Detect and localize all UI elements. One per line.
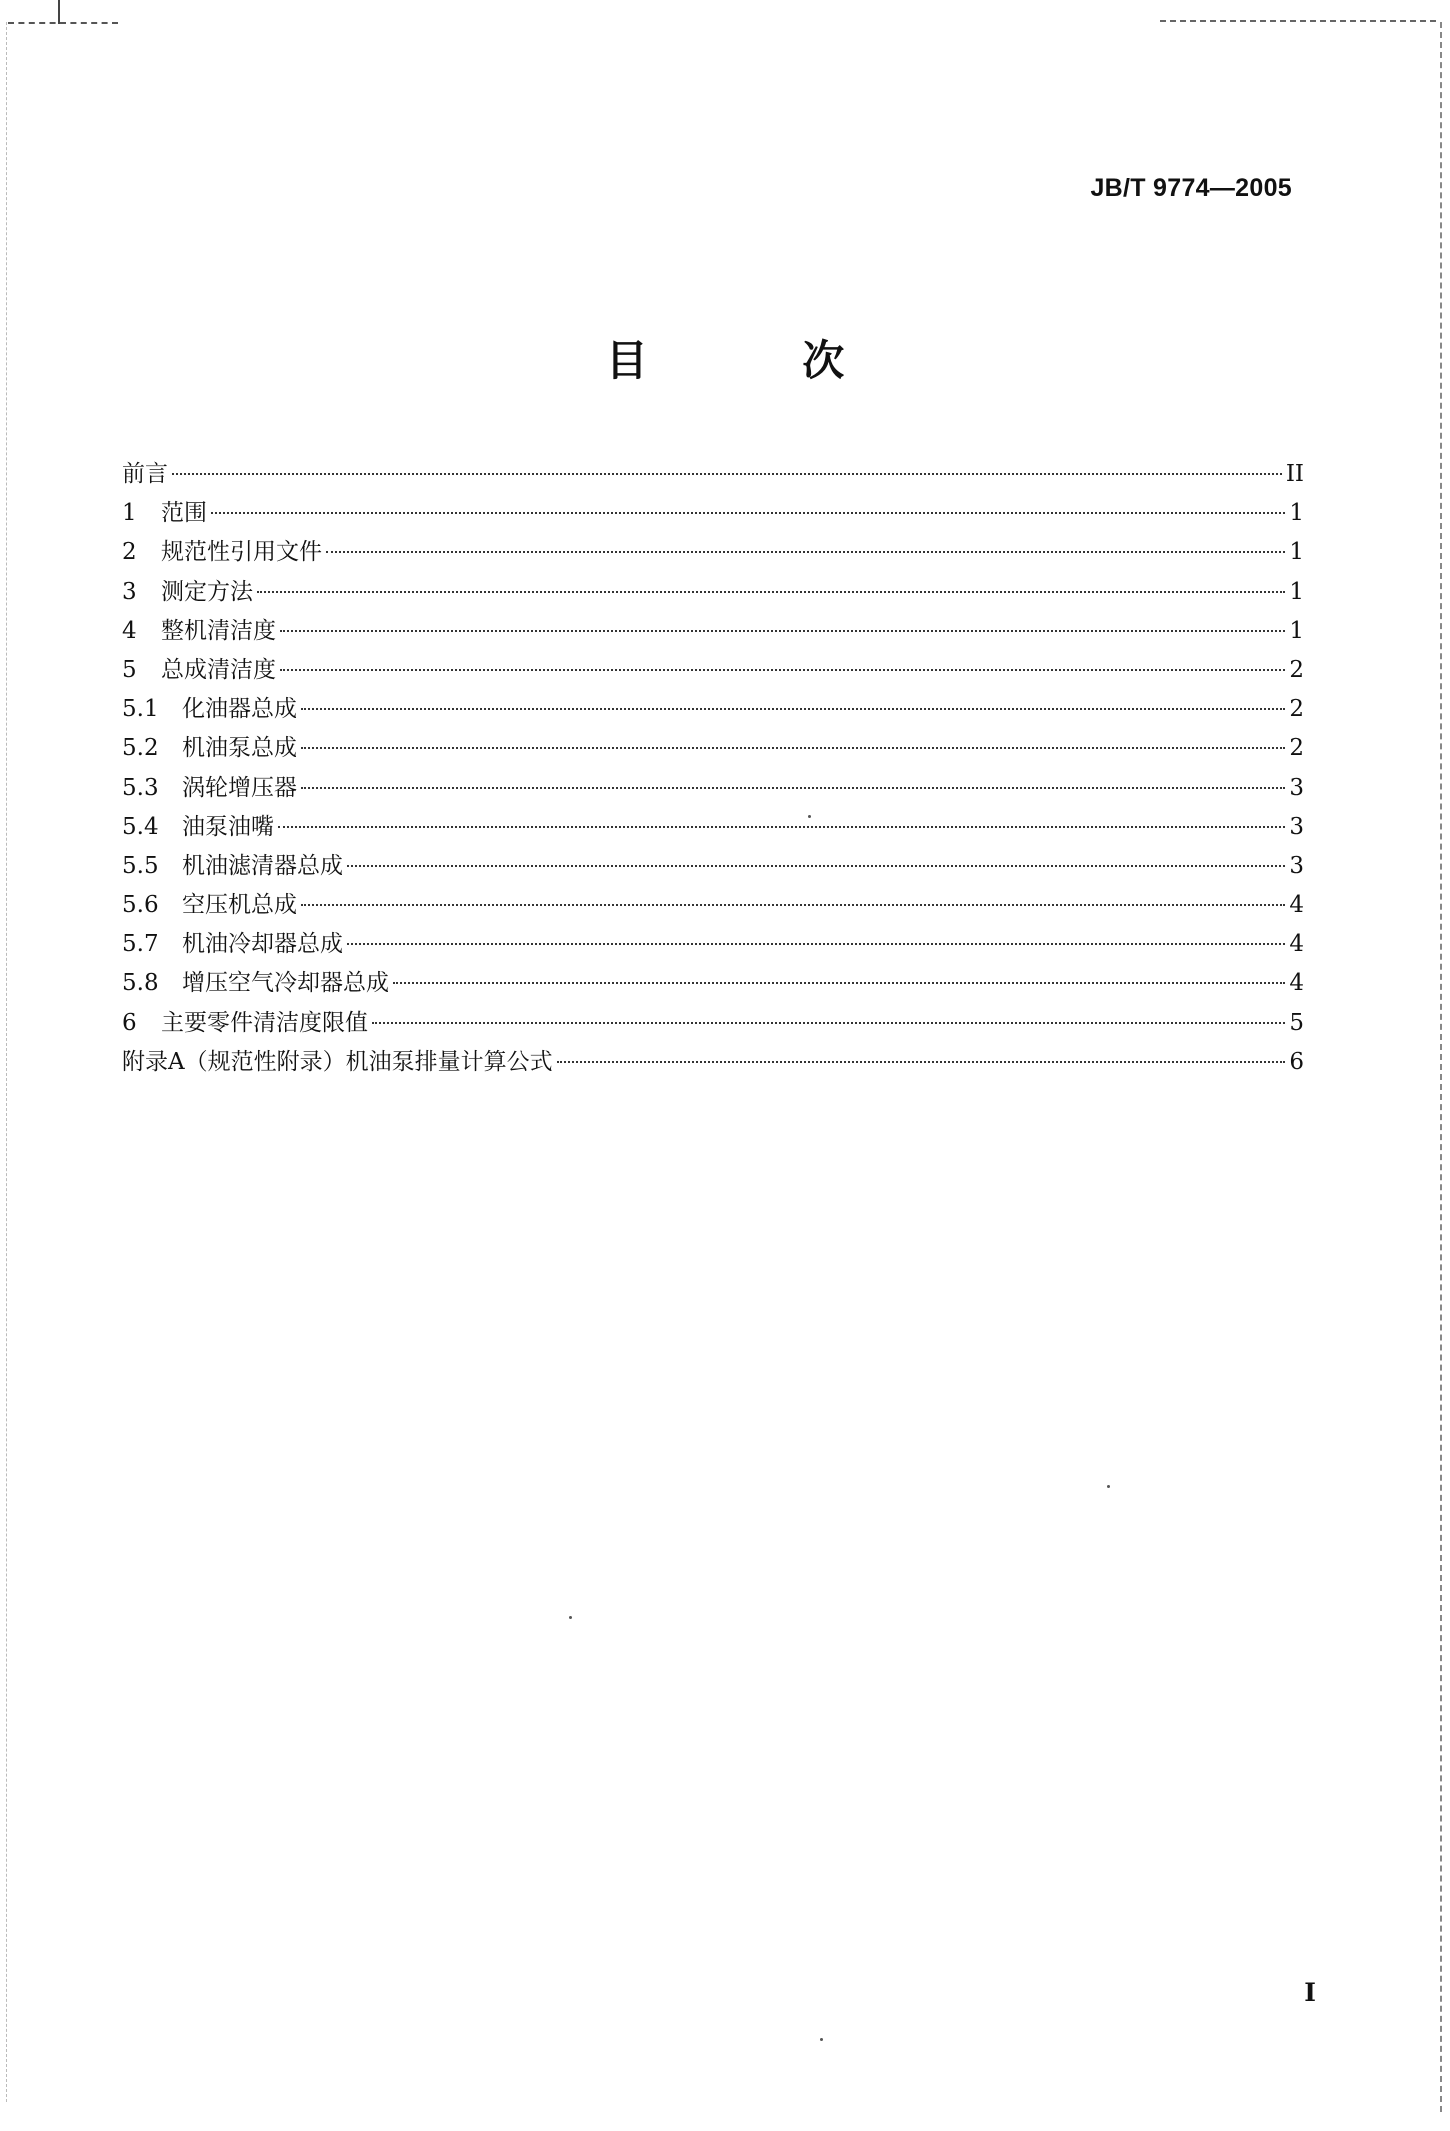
toc-entry-label: 主要零件清洁度限值 <box>161 1009 368 1036</box>
dot-leader <box>326 551 1285 553</box>
toc-entry-number: 5.7 <box>122 931 159 958</box>
toc-entry-page: 1 <box>1289 500 1304 527</box>
dot-leader <box>557 1061 1286 1063</box>
dot-leader <box>301 904 1285 906</box>
toc-entry-number: 2 <box>122 539 137 566</box>
toc-entry-number: 5.2 <box>122 735 159 762</box>
toc-entry[interactable] <box>122 690 1304 729</box>
toc-entry-page: II <box>1285 461 1304 487</box>
dot-leader <box>172 473 1282 475</box>
dot-leader <box>280 630 1285 632</box>
toc-entry-label: 机油泵总成 <box>182 735 297 762</box>
toc-entry[interactable] <box>122 1043 1304 1082</box>
toc-entry-page: 3 <box>1289 852 1304 879</box>
table-of-contents <box>122 455 1304 1082</box>
toc-entry-number: 3 <box>122 578 137 605</box>
toc-entry-number: 5.6 <box>122 892 159 919</box>
toc-entry-number: 6 <box>122 1009 137 1036</box>
toc-entry[interactable] <box>122 847 1304 886</box>
scan-border-top-left <box>8 22 118 24</box>
toc-entry[interactable] <box>122 651 1304 690</box>
toc-entry-number: 5.4 <box>122 813 159 840</box>
scan-speck <box>569 1616 572 1619</box>
toc-entry-label: 规范性引用文件 <box>161 539 322 566</box>
toc-entry-label: 前言 <box>122 461 168 487</box>
toc-entry-page: 4 <box>1289 892 1304 919</box>
toc-entry-label: 总成清洁度 <box>161 656 276 683</box>
toc-entry[interactable] <box>122 964 1304 1003</box>
document-code: JB/T 9774—2005 <box>1090 174 1292 202</box>
toc-entry-page: 2 <box>1289 735 1304 762</box>
toc-entry-number: 1 <box>122 500 137 527</box>
page-number: I <box>1304 1978 1316 2007</box>
toc-entry-page: 5 <box>1289 1009 1304 1036</box>
toc-entry-page: 1 <box>1289 617 1304 644</box>
toc-entry-page: 6 <box>1289 1048 1304 1075</box>
toc-entry-number: 5.5 <box>122 852 159 879</box>
toc-entry-page: 1 <box>1289 539 1304 566</box>
toc-entry-label: 增压空气冷却器总成 <box>182 970 389 997</box>
toc-entry-number: 5.1 <box>122 696 159 723</box>
toc-entry-number: 5 <box>122 656 137 683</box>
scan-speck <box>820 2038 823 2041</box>
toc-entry[interactable] <box>122 808 1304 847</box>
toc-entry-label: 机油冷却器总成 <box>182 931 343 958</box>
toc-entry-page: 2 <box>1289 656 1304 683</box>
dot-leader <box>372 1022 1285 1024</box>
dot-leader <box>301 747 1285 749</box>
toc-entry-label: 涡轮增压器 <box>182 774 297 801</box>
toc-entry[interactable] <box>122 1004 1304 1043</box>
toc-entry-label: 范围 <box>161 500 207 527</box>
page-title: 目 次 <box>605 336 915 385</box>
toc-entry-label: 测定方法 <box>161 578 253 605</box>
toc-entry[interactable] <box>122 612 1304 651</box>
dot-leader <box>278 826 1285 828</box>
dot-leader <box>301 787 1285 789</box>
toc-entry[interactable] <box>122 533 1304 572</box>
dot-leader <box>280 669 1285 671</box>
toc-entry-page: 3 <box>1289 774 1304 801</box>
toc-entry-page: 2 <box>1289 696 1304 723</box>
toc-entry-label: 油泵油嘴 <box>182 813 274 840</box>
toc-entry-label: 机油滤清器总成 <box>182 852 343 879</box>
toc-entry-page: 3 <box>1289 813 1304 840</box>
toc-entry-label: 整机清洁度 <box>161 617 276 644</box>
scan-border-top-right <box>1160 20 1436 22</box>
toc-entry[interactable] <box>122 925 1304 964</box>
toc-entry-label: 化油器总成 <box>182 696 297 723</box>
dot-leader <box>393 982 1285 984</box>
toc-entry-label: 空压机总成 <box>182 892 297 919</box>
dot-leader <box>257 591 1285 593</box>
toc-entry-page: 1 <box>1289 578 1304 605</box>
toc-entry[interactable] <box>122 729 1304 768</box>
toc-entry-page: 4 <box>1289 970 1304 997</box>
toc-entry[interactable] <box>122 455 1304 494</box>
dot-leader <box>301 708 1285 710</box>
toc-entry-label: 附录A（规范性附录）机油泵排量计算公式 <box>122 1048 553 1075</box>
toc-entry[interactable] <box>122 494 1304 533</box>
dot-leader <box>211 512 1285 514</box>
toc-entry[interactable] <box>122 769 1304 808</box>
dot-leader <box>347 943 1285 945</box>
toc-entry-page: 4 <box>1289 931 1304 958</box>
toc-entry[interactable] <box>122 573 1304 612</box>
scan-speck <box>1107 1485 1110 1488</box>
toc-entry[interactable] <box>122 886 1304 925</box>
toc-entry-number: 5.3 <box>122 774 159 801</box>
toc-entry-number: 5.8 <box>122 970 159 997</box>
dot-leader <box>347 865 1285 867</box>
scan-mark <box>58 0 60 24</box>
toc-entry-number: 4 <box>122 617 137 644</box>
